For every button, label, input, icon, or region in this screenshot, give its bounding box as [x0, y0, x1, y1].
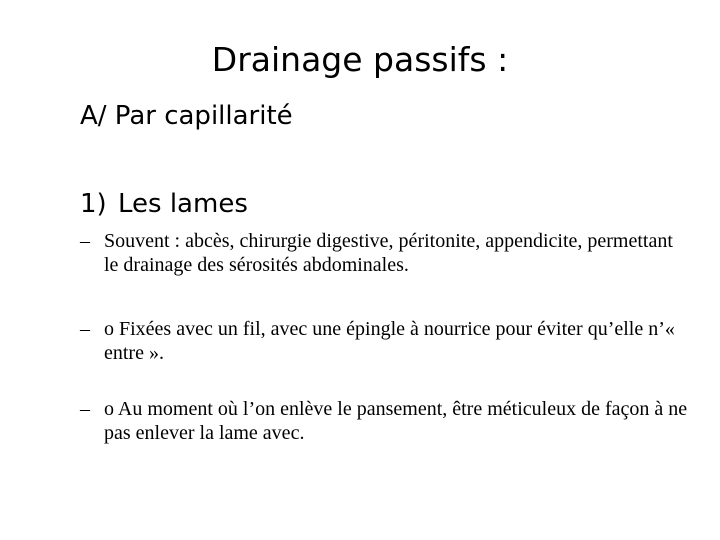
- subsection-label: Les lames: [118, 189, 248, 219]
- bullet-item: [80, 229, 690, 277]
- bullet-text: o Au moment où l’on enlève le pansement, être méticuleux de façon à ne pas enlever la lame avec.: [104, 398, 688, 444]
- bullet-item: [80, 397, 690, 445]
- subsection-number: 1): [80, 189, 107, 219]
- slide-title: Drainage passifs :: [211, 40, 509, 79]
- bullet-item: [80, 317, 690, 365]
- bullet-marker: –: [80, 230, 90, 252]
- bullet-text: Souvent : abcès, chirurgie digestive, péritonite, appendicite, permettant le drainage des sérosités abdominales.: [104, 230, 673, 276]
- section-heading: A/ Par capillarité: [80, 101, 293, 131]
- bullet-marker: –: [80, 318, 90, 340]
- bullet-text: o Fixées avec un fil, avec une épingle à nourrice pour éviter qu’elle n’« entre ».: [104, 318, 675, 364]
- subsection-heading: [80, 186, 248, 222]
- bullet-marker: –: [80, 398, 90, 420]
